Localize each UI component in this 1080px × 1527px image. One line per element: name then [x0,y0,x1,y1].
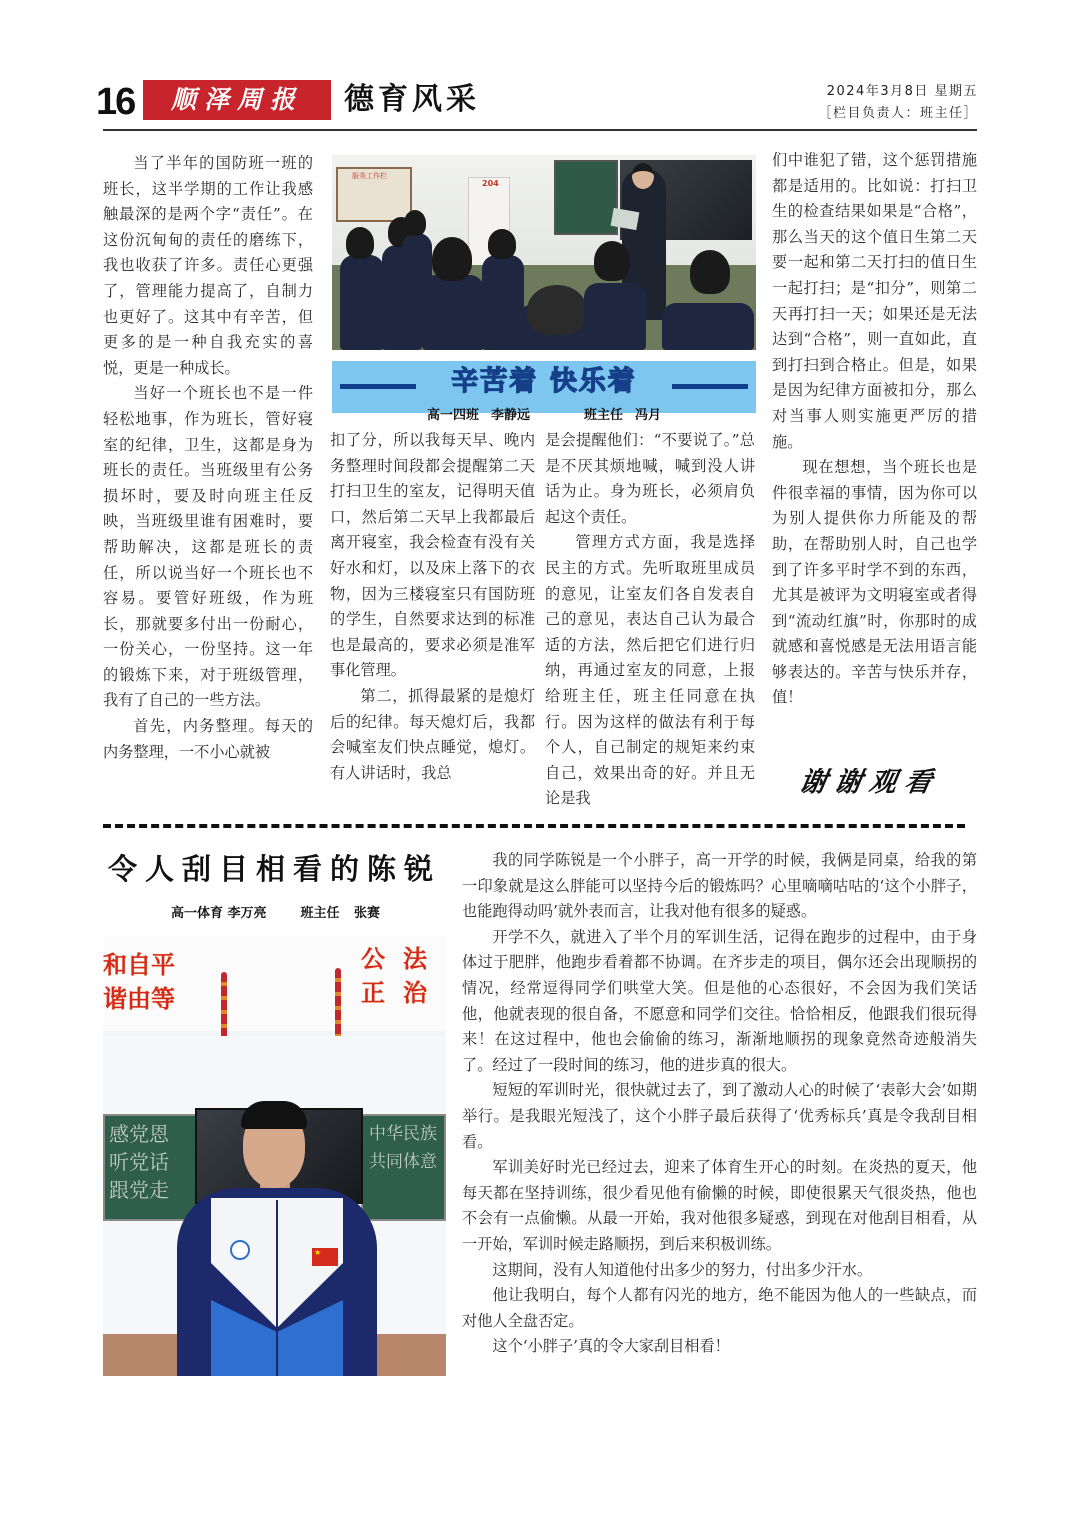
paragraph: 现在想想，当个班长也是件很幸福的事情，因为你可以为别人提供你力所能及的帮助，在帮助别人时，自己也学到了许多平时学不到的东西，尤其是被评为文明寝室或者得到“流动红旗”时，你那时的成就感和喜悦感是无法用语言能够表达的。辛苦与快乐并存，值！ [772,458,977,707]
paragraph: 当好一个班长也不是一件轻松地事，作为班长，管好寝室的纪律，卫生，这都是身为班长的责任。当班级里有公务损坏时，要及时向班主任反映，当班级里谁有困难时，要帮助解决，这都是班长的责任，所以说当好一个班长也不容易。要管好班级，作为班长，那就要多付出一份耐心，一份关心，一份坚持。这一年的锻炼下来，对于班级管理，我有了自己的一些方法。 [103,384,313,710]
slogan-left-1: 和自平 [103,951,175,979]
issue-date: 2024年3月8日 星期五 [826,84,978,99]
paragraph: 这个‘小胖子’真的令大家刮目相看！ [492,1337,730,1356]
article2-body [462,848,977,1360]
column-editor: ［栏目负责人：班主任］ [818,106,978,121]
teacher-name: 冯月 [635,408,662,423]
masthead [96,78,980,132]
header-rule [103,129,977,131]
slogan-right-1: 公法 [361,945,445,973]
article2-photo-student-portrait [103,936,446,1376]
paragraph: 这期间，没有人知道他付出多少的努力，付出多少汗水。 [492,1260,873,1279]
school-badge-icon [230,1240,250,1260]
student-figure [422,275,484,350]
teacher-label: 班主任 [584,408,624,423]
author-class: 高一体育 [170,906,223,921]
article2-title: 令人刮目相看的陈锐 [108,852,442,886]
chalkboard [554,160,618,235]
article1-column-3 [545,428,755,812]
paragraph: 首先，内务整理。每天的内务整理，一不小心就被 [103,717,313,761]
paragraph: 开学不久，就进入了半个月的军训生活，记得在跑步的过程中，由于身体过于肥胖，他跑步看着都不协调。在齐步走的项目，偶尔还会出现顺拐的情况，经常逗得同学们哄堂大笑。但是他的心态很好，不会因为我们笑话他，他就表现的很自备，不愿意和同学们交往。恰恰相反，他跟我们很玩得来！在这过程中，他也会偷偷的练习，渐渐地顺拐的现象竟然奇迹般消失了。经过了一段时间的练习，他的进步真的很大。 [462,927,977,1074]
school-uniform-jacket [177,1188,377,1376]
closing-thanks: 谢谢观看 [796,767,943,798]
paragraph: 管理方式方面，我是选择民主的方式。先听取班里成员的意见，让室友们各自发表自己的意见，表达自己认为最合适的方法，然后把它们进行归纳，再通过室友的同意，上报给班主任，班主任同意在执行。因为这样的做法有利于每个人，自己制定的规矩来约束自己，效果出奇的好。并且无论是我 [545,533,755,808]
paragraph: 军训美好时光已经过去，迎来了体育生开心的时刻。在炎热的夏天，他每天都在坚持训练，很少看见他有偷懒的时候，即使很累天气很炎热，他也不会有一点偷懒。从最一开始，我对他很多疑惑，到现在对他刮目相看，从一开始，军训时候走路顺拐，到后来积极训练。 [462,1158,977,1253]
flag-icon: ★ [312,1248,338,1266]
article1-photo-classroom-meeting [332,155,756,350]
paragraph: 我的同学陈锐是一个小胖子，高一开学的时候，我俩是同桌，给我的第一印象就是这么胖能可以坚持今后的锻炼吗？心里嘀嘀咕咕的‘这个小胖子，也能跑得动吗’就外表而言，让我对他有很多的疑惑。 [462,851,977,921]
teacher-name: 张赛 [354,906,381,921]
paragraph: 当了半年的国防班一班的班长，这半学期的工作让我感触最深的是两个字“责任”。在这份沉甸甸的责任的磨练下，我也收获了许多。责任心更强了，管理能力提高了，自制力也更好了。这其中有辛苦，但更多的是一种自我充实的喜悦，更是一种成长。 [103,154,313,377]
article1-title: 辛苦着 快乐着 [451,366,637,397]
chalkboard-right: 中华民族 共同体意 [361,1114,446,1221]
slogan-left-2: 谐由等 [103,985,175,1013]
paragraph: 们中谁犯了错，这个惩罚措施都是适用的。比如说：打扫卫生的检查结果如果是“合格”，那么当天的这个值日生第二天要一起和第二天打扫的值日生一起打扫；是“扣分”，则第二天再打扫一天；如果还是无法达到“合格”，则一直如此，直到打扫到合格止。但是，如果是因为纪律方面被扣分，那么对当事人则实施更严厉的措施。 [772,151,977,451]
student-figure [584,283,646,350]
paragraph: 他让我明白，每个人都有闪光的地方，绝不能因为他人的一些缺点，而对他人全盘否定。 [462,1286,977,1330]
notice-board: 服务工作栏 [336,167,412,222]
article1-column-4 [772,148,977,711]
chalkboard-left: 感党恩 听党话 跟党走 [103,1114,201,1221]
paper-name-logo: 顺泽周报 [143,80,331,120]
section-divider [103,824,965,828]
author-name: 李万亮 [227,906,267,921]
banner-bar-right [672,384,748,389]
teacher-label: 班主任 [300,906,340,921]
page-number: 16 [96,81,135,123]
author-name: 李静远 [490,408,530,423]
paragraph: 是会提醒他们：“不要说了。”总是不厌其烦地喊，喊到没人讲话为止。身为班长，必须肩负起这个责任。 [545,431,755,526]
paragraph: 短短的军训时光，很快就过去了，到了激动人心的时候了‘表彰大会’如期举行。是我眼光短浅了，这个小胖子最后获得了‘优秀标兵’真是令我刮目相看。 [462,1081,977,1151]
article2-byline [103,902,448,921]
student-figure [340,255,384,350]
student-figure [662,303,754,350]
paragraph: 第二，抓得最紧的是熄灯后的纪律。每天熄灯后，我都会喊室友们快点睡觉，熄灯。有人讲话时，我总 [330,686,535,782]
section-title: 德育风采 [344,82,480,117]
room-number: 204 [482,179,499,188]
paragraph: 扣了分，所以我每天早、晚内务整理时间段都会提醒第二天打扫卫生的室友，记得明天值口，然后第二天早上我都最后离开寝室，我会检查有没有关好水和灯，以及床上落下的衣物，因为三楼寝室只有国防班的学生，自然要求达到的标准也是最高的，要求必须是准军事化管理。 [330,431,535,680]
slogan-right-2: 正治 [361,979,445,1007]
article1-column-1 [103,151,313,765]
article1-column-2 [330,428,535,786]
article1-byline [332,404,756,423]
author-class: 高一四班 [426,408,479,423]
